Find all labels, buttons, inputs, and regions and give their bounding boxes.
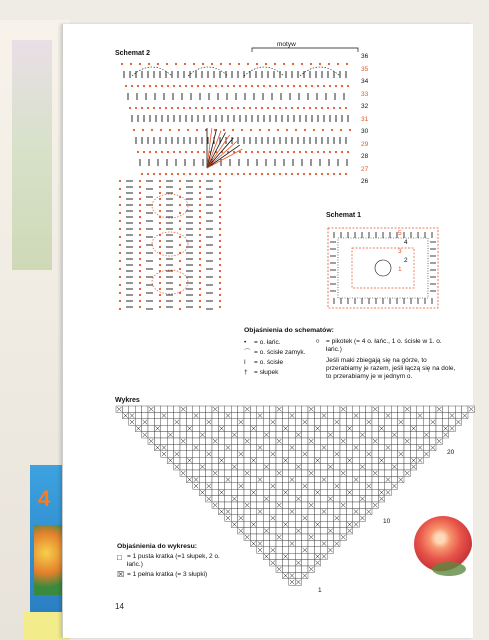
wykres-row-1: 1	[318, 587, 322, 594]
schemat2-row-number: 29	[361, 140, 369, 148]
schemat2-row-number: 26	[361, 178, 369, 185]
picot-text: = pikotek (= 4 o. łańc., 1 o. ścisłe w 1. o. łańc.)	[326, 338, 442, 353]
empty-box-symbol: □	[117, 553, 122, 562]
schemat1-diagram	[324, 224, 448, 316]
wykres-title: Wykres	[115, 397, 140, 404]
schemat2-row-number: 32	[361, 103, 369, 110]
empty-box-text: = 1 pusta kratka (=1 słupek, 2 o. łańc.)	[127, 553, 220, 568]
legend-symbol: ⌒	[244, 349, 251, 356]
schemat1-row-number: 5	[398, 230, 402, 237]
legend-text: = słupek	[254, 369, 279, 376]
schemat2-row-number: 35	[361, 65, 369, 73]
legend-symbol: ǀ	[244, 359, 246, 366]
legend-symbol: †	[244, 369, 248, 376]
legend-note: Jeśli maki zbiegają się na górze, to przerabiamy je razem, jeśli łączą się na dole, to przerabiamy je w jednym o.	[326, 357, 456, 380]
schemat1-title: Schemat 1	[326, 212, 362, 219]
schemat2-row-number: 34	[361, 78, 369, 85]
schemat1-row-number: 1	[398, 266, 402, 273]
legend-text: = o. ścisłe	[254, 359, 284, 366]
motif-label: motyw	[277, 41, 296, 48]
schemat2-row-number: 30	[361, 128, 369, 135]
schemat1-row-number: 4	[404, 239, 408, 246]
full-box-text: = 1 pełna kratka (= 3 słupki)	[127, 571, 208, 578]
schemat2-row-number: 28	[361, 153, 369, 160]
schemat2-row-number: 31	[361, 115, 369, 123]
legend-symbol: •	[244, 339, 247, 346]
legend-schemat-title: Objaśnienia do schematów:	[244, 327, 334, 334]
rose-leaf	[432, 562, 466, 576]
schemat2-title: Schemat 2	[115, 50, 151, 57]
schemat2-row-number: 27	[361, 165, 369, 173]
magazine-flower-image	[34, 525, 64, 595]
legend-text: = o. łańc.	[254, 339, 281, 346]
schemat1-row-number: 3	[398, 248, 402, 255]
wykres-row-10: 10	[383, 518, 391, 525]
legend-text: = o. ścisłe zamyk.	[254, 349, 306, 356]
picot-symbol: ᴼ	[316, 339, 320, 346]
page-number: 14	[115, 602, 124, 611]
schemat2-row-number: 36	[361, 53, 369, 60]
wykres-row-20: 20	[447, 449, 455, 456]
schemat1-row-number: 2	[404, 257, 408, 264]
schemat2-row-number: 33	[361, 90, 369, 98]
motif-bracket	[250, 44, 360, 54]
magazine-photo-strip	[12, 40, 52, 270]
full-box-symbol: ☒	[117, 570, 125, 579]
magazine-cover-number: 4	[38, 486, 51, 511]
legend-wykres-title: Objaśnienia do wykresu:	[117, 543, 198, 550]
